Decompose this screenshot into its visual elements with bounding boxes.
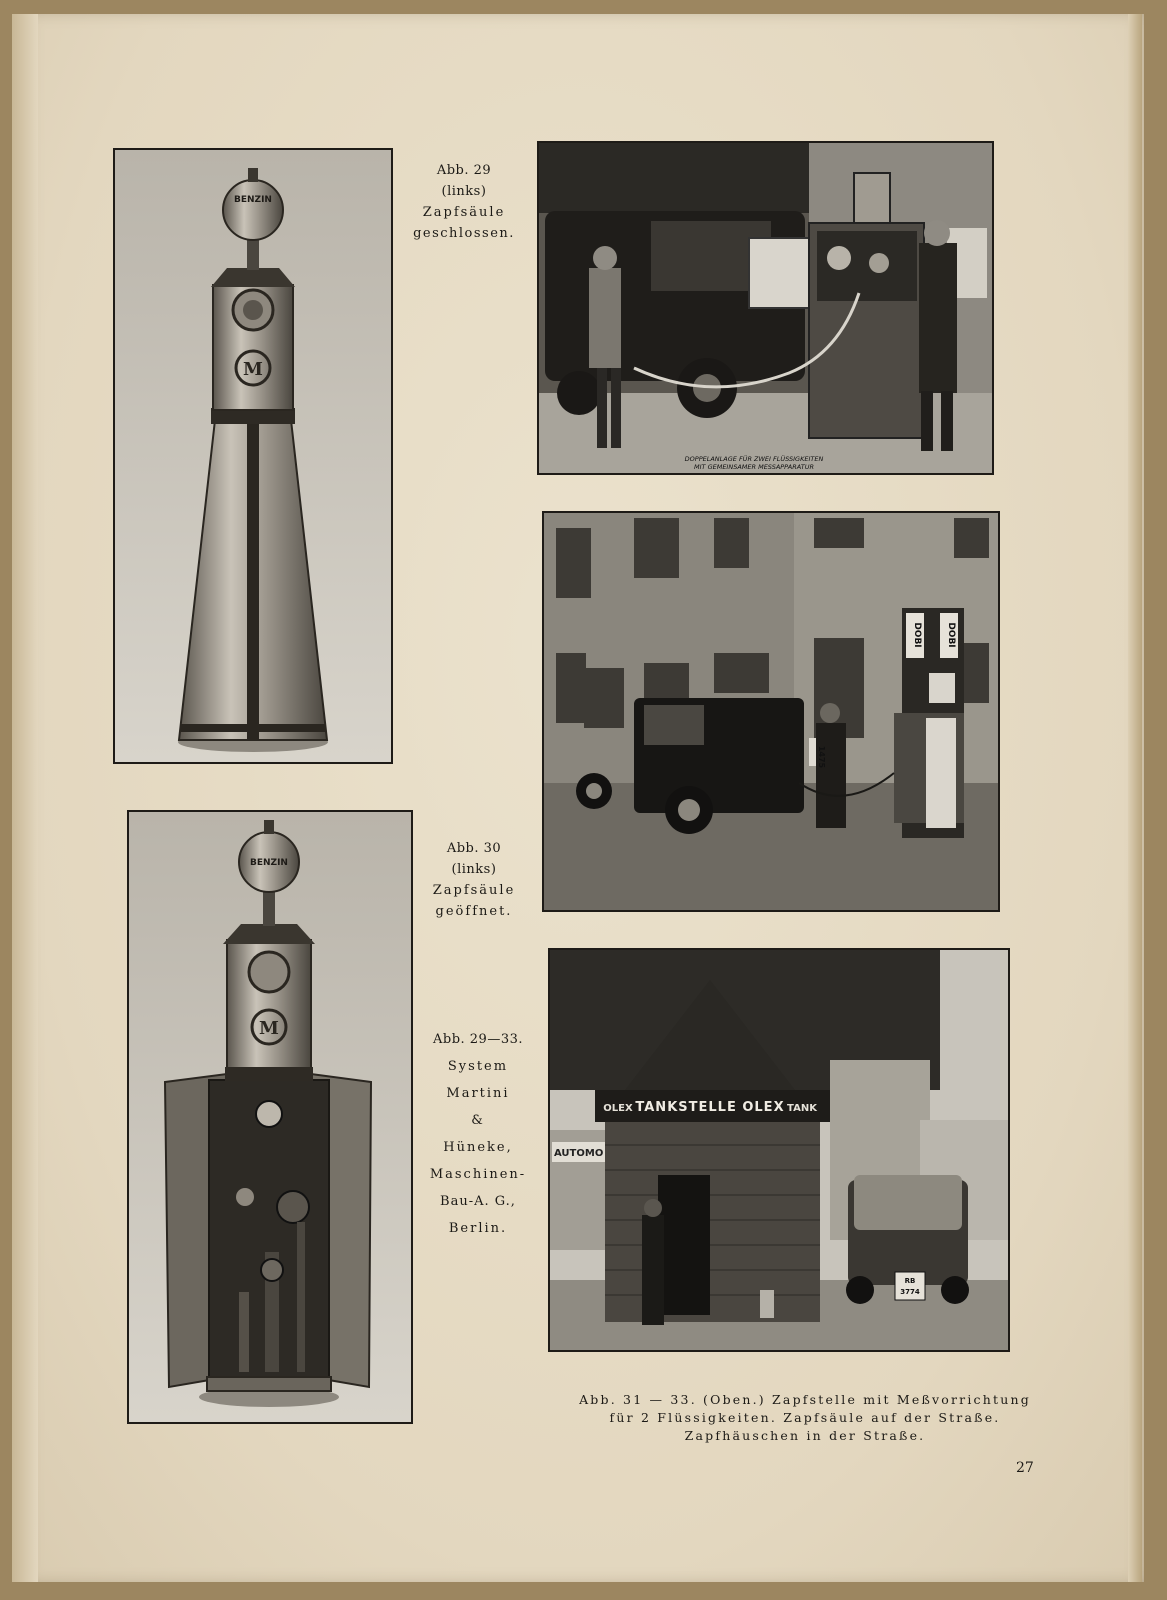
plate-top: RB [904, 1277, 916, 1285]
photo-pump-open [127, 810, 413, 1424]
dobi-sign-left: DOBI [912, 622, 922, 648]
pump-globe-label: BENZIN [234, 195, 272, 205]
caption-line: geschlossen. [413, 226, 515, 241]
caption-line: Zapfhäuschen in der Straße. [684, 1428, 926, 1443]
caption-system [418, 1026, 538, 1242]
caption-line: Abb. 29—33. [432, 1032, 523, 1047]
caption-abb-29 [404, 160, 524, 244]
plate-bottom: 3774 [900, 1288, 920, 1296]
car-plate-1475: 1475 [817, 745, 826, 769]
photo-double-installation [537, 141, 994, 475]
photo1-caption-line1: DOPPELANLAGE FÜR ZWEI FLÜSSIGKEITEN [684, 455, 824, 463]
kiosk-side-left: OLEX [603, 1103, 633, 1114]
caption-line: für 2 Flüssigkeiten. Zapfsäule auf der Straße. [609, 1410, 1001, 1425]
caption-line: Hüneke, [443, 1140, 513, 1155]
caption-line: geöffnet. [435, 904, 513, 919]
caption-line: Maschinen- [429, 1167, 527, 1182]
page-number: 27 [1016, 1460, 1034, 1476]
caption-line: Martini [446, 1086, 510, 1101]
caption-line: Berlin. [448, 1221, 508, 1236]
caption-line: Abb. 30 [446, 841, 502, 856]
caption-line: (links) [451, 862, 497, 877]
caption-line: Bau-A. G., [440, 1194, 516, 1209]
page-gutter-shadow [12, 14, 38, 1582]
kiosk-side-right: TANK [787, 1103, 817, 1114]
caption-line: Zapfsäule [432, 883, 516, 898]
caption-line: System [447, 1059, 509, 1074]
page-right-edge [1128, 14, 1142, 1582]
caption-abb-30 [414, 838, 534, 922]
svg-text:M: M [243, 359, 263, 380]
photo-street-pump [542, 511, 1000, 912]
caption-line: (links) [441, 184, 487, 199]
photo-pump-closed [113, 148, 393, 764]
shop-sign: AUTOMO [554, 1148, 604, 1159]
photo1-caption-line2: MIT GEMEINSAMER MESSAPPARATUR [694, 463, 814, 471]
caption-line: Abb. 29 [436, 163, 492, 178]
caption-bottom [555, 1391, 1055, 1445]
photo-kiosk [548, 948, 1010, 1352]
caption-line: Zapfsäule [422, 205, 506, 220]
kiosk-sign: TANKSTELLE OLEX [635, 1100, 785, 1115]
svg-text:M: M [259, 1018, 279, 1039]
dobi-sign-right: DOBI [946, 622, 956, 648]
caption-line: & [471, 1113, 485, 1128]
pump-globe-label-open: BENZIN [250, 858, 288, 868]
caption-line: Abb. 31 — 33. (Oben.) Zapfstelle mit Meßvorrichtung [579, 1392, 1031, 1407]
